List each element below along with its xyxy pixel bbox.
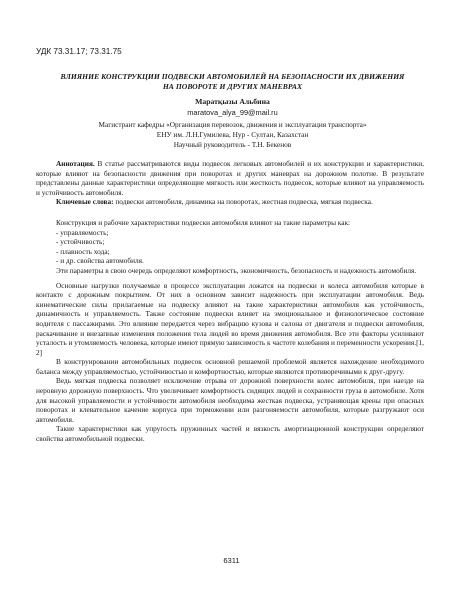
affiliation-line: Магистрант кафедры «Организация перевозок, движения и эксплуатация транспорта» bbox=[98, 120, 367, 129]
body-paragraph: Такие характеристики как упругость пружинных частей и вязкость амортизационной конструкции определяют свойства автомобильной подвески. bbox=[36, 424, 424, 444]
keywords-text: подвески автомобиля, динамика на поворотах, жестная подвеска, мягкая подвеска. bbox=[113, 197, 373, 207]
author-name: Маратқызы Альбина bbox=[195, 97, 270, 106]
author-affiliation bbox=[60, 120, 405, 150]
body-paragraph: Эти параметры в свою очередь определяют комфортность, экономичность, безопасность и надежность автомобиля. bbox=[56, 265, 417, 275]
keywords-paragraph bbox=[36, 197, 424, 207]
list-item: - управляемость; bbox=[56, 227, 109, 237]
abstract-label: Аннотация. bbox=[56, 159, 95, 168]
page-number: 6311 bbox=[223, 556, 240, 565]
author-email: maratova_alya_99@mail.ru bbox=[187, 108, 278, 117]
body-intro: Конструкция и рабочие характеристики подвески автомобиля влияют на такие параметры как: bbox=[56, 217, 351, 227]
body-paragraph: Основные нагрузки получаемые в процессе эксплуатации ложатся на подвески и колеса автомобиля которые в контакте с дорожным покрытием. От них в основном зависит надежность при эксплуатации автомобиля. Ведь кинематические силы прилагаемые на подвеску влияют на такие характеристики автомобиля как устойчивость, динамичность и управляемость. Также состояние подвески влияет на эмоциональное и физиологическое состояние водителя с пассажирами. Это влияние передается через вибрацию кузова и салона от двигателя и подвески автомобиля, раскачивание и внезапные изменения положения тела людей во время движения автомобиля. Все эти факторы усиливают усталость и утомляемость человека, которые имеют прямую зависимость к частоте колебания и переменности ускорения.[1, 2] bbox=[36, 280, 424, 357]
parameter-list bbox=[36, 228, 424, 266]
list-item: - устойчивость; bbox=[56, 237, 105, 247]
abstract-paragraph bbox=[36, 159, 424, 197]
body-paragraph: Ведь мягкая подвеска позволяет исключение отрыва от дорожной поверхности колес автомобиля, при наезде на неровную дорожную поверхность. Что увеличивает комфортность сидящих людей и сохранности груза в автомобиле. Хотя для высокой управляемости и устойчивости автомобиля необходима жесткая подвеска, устраняющая крены при опасных поворотах и клевательное качение корпуса при торможении или разгоняемости автомобиля, которые разгружают оси автомобиля. bbox=[36, 376, 424, 424]
abstract-text: В статье рассматриваются виды подвесок легковых автомобилей и их конструкции и характеристики, которые влияют на безопасности движения при поворотах и других маневрах на дорожном полотне. В результате представлены данные характеристики определяющие мягкость или жесткость подвесок, которые влияют на управляемость и устойчивость автомобиля. bbox=[36, 159, 424, 197]
body-paragraph: В конструировании автомобильных подвесок основной решаемой проблемой является нахождение необходимого баланса между управляемостью, устойчивостью и комфортностью, которые являются противоречивыми к друг-другу. bbox=[36, 357, 424, 376]
affiliation-line: Научный руководитель - Т.Н. Бекенов bbox=[173, 140, 292, 149]
udk-code: УДК 73.31.17; 73.31.75 bbox=[36, 47, 122, 56]
list-item: - плавность хода; bbox=[56, 246, 110, 256]
article-title: ВЛИЯНИЕ КОНСТРУКЦИИ ПОДВЕСКИ АВТОМОБИЛЕЙ НА БЕЗОПАСНОСТИ ИХ ДВИЖЕНИЯ НА ПОВОРОТЕ И ДРУГИХ МАНЕВРАХ bbox=[60, 72, 405, 91]
keywords-label: Ключевые слова: bbox=[56, 197, 114, 207]
spacer bbox=[36, 207, 424, 218]
article-body bbox=[36, 159, 424, 444]
list-item: - и др. свойства автомобиля. bbox=[56, 256, 144, 266]
affiliation-line: ЕНУ им. Л.Н.Гумилева, Нур - Султан, Казахстан bbox=[156, 130, 309, 139]
